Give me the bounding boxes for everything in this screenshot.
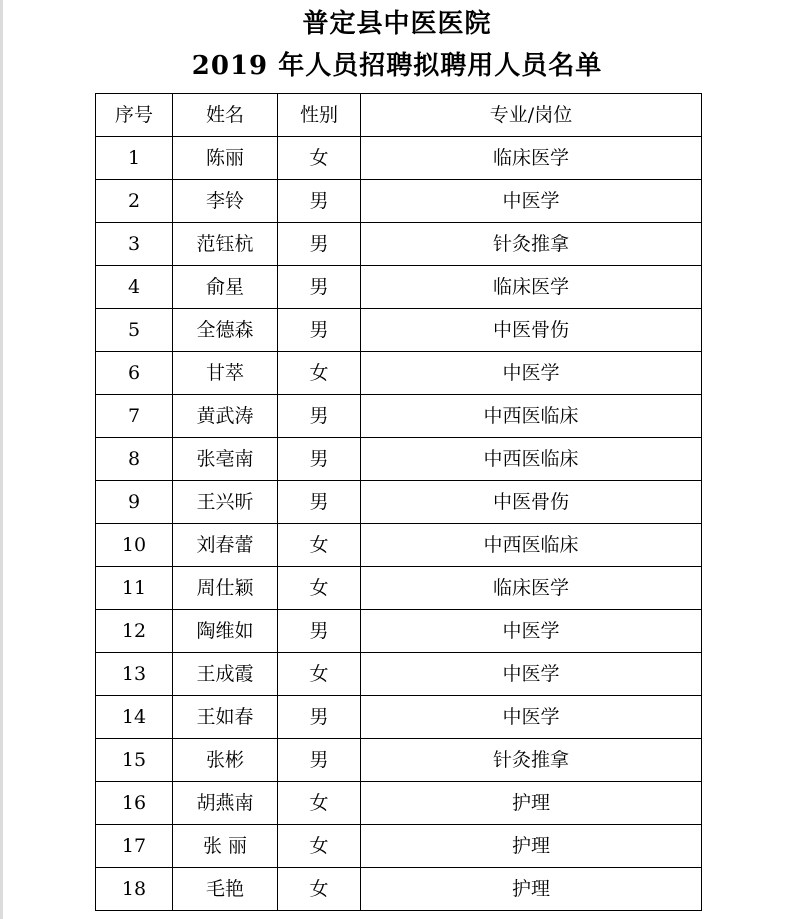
cell-gender: 女 bbox=[278, 653, 361, 696]
cell-name: 李铃 bbox=[173, 180, 278, 223]
cell-serial-number: 11 bbox=[96, 567, 173, 610]
cell-serial-number: 1 bbox=[96, 137, 173, 180]
table-row bbox=[96, 610, 702, 653]
header-name: 姓名 bbox=[173, 94, 278, 137]
cell-gender: 男 bbox=[278, 309, 361, 352]
cell-major-position: 中西医临床 bbox=[361, 438, 702, 481]
table-row bbox=[96, 696, 702, 739]
header-major-position: 专业/岗位 bbox=[361, 94, 702, 137]
cell-serial-number: 2 bbox=[96, 180, 173, 223]
cell-gender: 女 bbox=[278, 524, 361, 567]
cell-name: 陈丽 bbox=[173, 137, 278, 180]
cell-major-position: 护理 bbox=[361, 782, 702, 825]
cell-major-position: 中医学 bbox=[361, 653, 702, 696]
cell-name: 俞星 bbox=[173, 266, 278, 309]
cell-serial-number: 9 bbox=[96, 481, 173, 524]
table-row bbox=[96, 567, 702, 610]
cell-major-position: 临床医学 bbox=[361, 137, 702, 180]
cell-name: 张亳南 bbox=[173, 438, 278, 481]
cell-gender: 男 bbox=[278, 739, 361, 782]
cell-name: 刘春蕾 bbox=[173, 524, 278, 567]
document-title-hospital: 普定县中医医院 bbox=[302, 9, 492, 39]
cell-name: 黄武涛 bbox=[173, 395, 278, 438]
header-serial-number: 序号 bbox=[96, 94, 173, 137]
table-row bbox=[96, 825, 702, 868]
cell-serial-number: 3 bbox=[96, 223, 173, 266]
table-row bbox=[96, 438, 702, 481]
cell-name: 全德森 bbox=[173, 309, 278, 352]
table-row bbox=[96, 309, 702, 352]
cell-serial-number: 15 bbox=[96, 739, 173, 782]
cell-major-position: 临床医学 bbox=[361, 567, 702, 610]
table-row bbox=[96, 868, 702, 911]
cell-gender: 男 bbox=[278, 395, 361, 438]
cell-name: 甘萃 bbox=[173, 352, 278, 395]
cell-major-position: 临床医学 bbox=[361, 266, 702, 309]
table-row bbox=[96, 352, 702, 395]
cell-major-position: 中医学 bbox=[361, 610, 702, 653]
hiring-list-table bbox=[95, 93, 702, 911]
cell-gender: 男 bbox=[278, 481, 361, 524]
cell-major-position: 针灸推拿 bbox=[361, 223, 702, 266]
cell-gender: 女 bbox=[278, 782, 361, 825]
cell-name: 张 丽 bbox=[173, 825, 278, 868]
cell-gender: 女 bbox=[278, 868, 361, 911]
cell-major-position: 中医学 bbox=[361, 180, 702, 223]
cell-major-position: 护理 bbox=[361, 825, 702, 868]
page-left-edge bbox=[0, 0, 3, 919]
cell-major-position: 针灸推拿 bbox=[361, 739, 702, 782]
table-row bbox=[96, 137, 702, 180]
cell-gender: 男 bbox=[278, 438, 361, 481]
cell-name: 胡燕南 bbox=[173, 782, 278, 825]
cell-serial-number: 4 bbox=[96, 266, 173, 309]
cell-serial-number: 16 bbox=[96, 782, 173, 825]
cell-major-position: 中西医临床 bbox=[361, 524, 702, 567]
cell-serial-number: 14 bbox=[96, 696, 173, 739]
cell-serial-number: 8 bbox=[96, 438, 173, 481]
cell-gender: 女 bbox=[278, 567, 361, 610]
table-row bbox=[96, 481, 702, 524]
cell-gender: 男 bbox=[278, 696, 361, 739]
cell-serial-number: 10 bbox=[96, 524, 173, 567]
document-title-list: 2019 年人员招聘拟聘用人员名单 bbox=[191, 51, 603, 81]
table-header-row bbox=[96, 94, 702, 137]
cell-gender: 女 bbox=[278, 825, 361, 868]
table-row bbox=[96, 524, 702, 567]
cell-name: 毛艳 bbox=[173, 868, 278, 911]
table-row bbox=[96, 266, 702, 309]
cell-serial-number: 6 bbox=[96, 352, 173, 395]
cell-major-position: 中医学 bbox=[361, 352, 702, 395]
cell-serial-number: 13 bbox=[96, 653, 173, 696]
cell-name: 王成霞 bbox=[173, 653, 278, 696]
cell-gender: 女 bbox=[278, 352, 361, 395]
cell-serial-number: 17 bbox=[96, 825, 173, 868]
cell-gender: 女 bbox=[278, 137, 361, 180]
cell-name: 范钰杭 bbox=[173, 223, 278, 266]
cell-gender: 男 bbox=[278, 180, 361, 223]
cell-major-position: 中医骨伤 bbox=[361, 481, 702, 524]
cell-gender: 男 bbox=[278, 610, 361, 653]
table-row bbox=[96, 180, 702, 223]
cell-name: 陶维如 bbox=[173, 610, 278, 653]
table-row bbox=[96, 739, 702, 782]
table-row bbox=[96, 653, 702, 696]
cell-major-position: 中医骨伤 bbox=[361, 309, 702, 352]
cell-name: 张彬 bbox=[173, 739, 278, 782]
cell-name: 周仕颖 bbox=[173, 567, 278, 610]
cell-gender: 男 bbox=[278, 223, 361, 266]
cell-serial-number: 5 bbox=[96, 309, 173, 352]
cell-serial-number: 7 bbox=[96, 395, 173, 438]
cell-name: 王如春 bbox=[173, 696, 278, 739]
table-row bbox=[96, 782, 702, 825]
cell-major-position: 中西医临床 bbox=[361, 395, 702, 438]
table-body bbox=[96, 137, 702, 911]
cell-major-position: 护理 bbox=[361, 868, 702, 911]
cell-gender: 男 bbox=[278, 266, 361, 309]
cell-name: 王兴昕 bbox=[173, 481, 278, 524]
table-row bbox=[96, 395, 702, 438]
table-row bbox=[96, 223, 702, 266]
cell-serial-number: 18 bbox=[96, 868, 173, 911]
cell-major-position: 中医学 bbox=[361, 696, 702, 739]
cell-serial-number: 12 bbox=[96, 610, 173, 653]
header-gender: 性别 bbox=[278, 94, 361, 137]
